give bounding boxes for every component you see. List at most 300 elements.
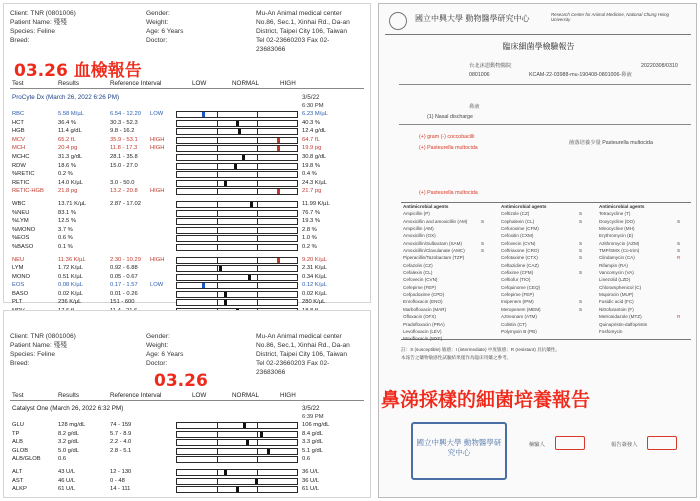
result-marker [277, 146, 280, 151]
antibiotic-name: Ceftiofur (TIO) [501, 277, 531, 283]
result-value: 236 K/µL [58, 299, 82, 306]
flag: LOW [150, 282, 164, 289]
test-name: %BASO [12, 243, 34, 250]
range-bar [176, 188, 298, 195]
antibiotic-row [597, 232, 691, 239]
antibiotic-row [597, 240, 691, 247]
institution-header [385, 9, 691, 35]
antibiotic-name: Cefalexin (CL) [403, 270, 433, 276]
antibiotic-table-title: (+) Pasteurella multocida [419, 190, 478, 196]
flag: HIGH [150, 136, 165, 143]
susceptibility-result: S [579, 248, 583, 254]
result-value: 0.08 K/µL [58, 282, 83, 289]
flag: HIGH [150, 145, 165, 152]
test-name: RETIC [12, 179, 30, 186]
antibiotic-row [597, 328, 691, 335]
table-row [10, 447, 364, 456]
table-header: Antimicrobial agents [403, 204, 449, 209]
result-value: 20.4 pg [58, 145, 78, 152]
result-marker [224, 292, 227, 297]
reference-interval: 30.3 - 52.3 [110, 119, 138, 126]
table-row [10, 485, 364, 494]
issuer-label: 報告簽發人 [611, 442, 638, 448]
antibiotic-row [401, 262, 497, 269]
antibiotic-row [499, 313, 595, 320]
range-bar [176, 163, 298, 170]
range-bar [176, 439, 298, 446]
catalyst-section-time: 6:39 PM [302, 414, 324, 420]
antibiotic-name: Cefepime (FEP) [501, 292, 534, 298]
susceptibility-result: S [579, 218, 583, 224]
reference-interval: 0.05 - 0.67 [110, 273, 138, 280]
table-row [10, 200, 364, 209]
range-bar [176, 448, 298, 455]
antibiotic-name: Vancomycin (VA) [599, 270, 634, 276]
table-row [10, 226, 364, 235]
reference-interval: 35.9 - 53.1 [110, 136, 138, 143]
antibiotic-name: Cefpodoxime (CPD) [403, 292, 445, 298]
antibiotic-row [499, 218, 595, 225]
result-value: 31.3 g/dL [58, 153, 83, 160]
range-bar [176, 128, 298, 135]
previous-result: 36 U/L [302, 477, 320, 484]
susceptibility-result: R [677, 255, 681, 261]
test-name: MONO [12, 273, 31, 280]
result-marker [224, 300, 227, 305]
antibiotic-name: Pradofloxacin (PRA) [403, 321, 445, 327]
result-value: 11.4 g/dL [58, 128, 82, 135]
chem-result-rows [10, 421, 364, 494]
result-marker [250, 202, 253, 207]
table-row [10, 136, 364, 145]
antibiotic-row [401, 335, 497, 342]
result-value: 43 U/L [58, 468, 76, 475]
result-marker [248, 275, 251, 280]
antibiotic-name: Cefovecin (CVN) [501, 240, 536, 246]
culture-result-gram: (+) gram (-) coccobacilli [419, 134, 475, 140]
reference-interval: 2.8 - 5.1 [110, 447, 132, 454]
reference-interval: 0.17 - 1.57 [110, 282, 138, 289]
gender-line: Gender: [146, 10, 170, 17]
previous-result: 64.7 fL [302, 136, 320, 143]
antibiotic-name: Cefuroxime (CFM) [501, 226, 539, 232]
result-marker [246, 440, 249, 445]
antibiotic-name: Ofloxacin (OFX) [403, 314, 436, 320]
issuer-seal [647, 436, 677, 450]
result-value: 0.51 K/µL [58, 273, 83, 280]
test-name: %RETIC [12, 171, 35, 178]
antibiotic-name: Colistin (CT) [501, 321, 527, 327]
susceptibility-result: S [481, 218, 485, 224]
range-bar [176, 154, 298, 161]
test-name: %NEU [12, 209, 30, 216]
result-marker [236, 121, 239, 126]
previous-result: 21.7 pg [302, 188, 322, 195]
footnote-1: 註：S (susceptible) 敏感；I (intermediate) 中度敏感；R (resistant) 具抗藥性。 [401, 347, 561, 352]
antibiotic-name: Ceftazidime (CAZ) [501, 262, 539, 268]
antibiotic-row [401, 210, 497, 217]
test-name: MCHC [12, 153, 30, 160]
reference-interval: 5.7 - 8.9 [110, 430, 132, 437]
antibiotic-row [597, 210, 691, 217]
divider [399, 84, 691, 85]
previous-result: 9.20 K/µL [302, 256, 327, 263]
result-value: 5.58 M/µL [58, 111, 84, 117]
clinic-name: 台北沐恩動物醫院 [469, 63, 512, 69]
blood-test-overlay-title: 03.26 血檢報告 [14, 61, 142, 81]
institution-logo [389, 12, 407, 30]
reference-interval: 3.0 - 50.0 [110, 179, 135, 186]
previous-result: 0.34 K/µL [302, 273, 327, 280]
table-row [10, 144, 364, 153]
doctor-line: Doctor: [146, 360, 168, 367]
clinic-fax: 23683066 [256, 369, 286, 376]
range-bar [176, 431, 298, 438]
table-row [10, 455, 364, 464]
antibiotic-name: Aztreonam (ATM) [501, 314, 537, 320]
result-marker [267, 449, 270, 454]
table-row [10, 477, 364, 486]
test-name: %EOS [12, 235, 30, 242]
test-name: GLU [12, 422, 24, 428]
test-name: RETIC-HGB [12, 188, 44, 195]
cbc-result-rows [10, 110, 364, 324]
previous-result: 0.2 % [302, 243, 317, 250]
antibiotic-name: Ceftriaxone (CRO) [501, 248, 540, 254]
result-value: 8.2 g/dL [58, 430, 79, 437]
antibiotic-name: Clindamycin (CA) [599, 255, 635, 261]
result-marker [277, 138, 280, 143]
range-bar [176, 257, 298, 264]
reference-interval: 6.54 - 12.20 [110, 111, 141, 117]
antibiotic-row [597, 262, 691, 269]
examiner-seal [555, 436, 585, 450]
previous-result: 11.99 K/µL [302, 200, 330, 207]
table-row [10, 187, 364, 196]
antibiotic-row [499, 276, 595, 283]
antibiotic-name: Cefoxitin (CXM) [501, 233, 534, 239]
reference-interval: 13.2 - 20.8 [110, 188, 138, 195]
clinic-address-2: District, Taipei City 106, Taiwan [256, 351, 348, 358]
table-row [10, 119, 364, 128]
result-marker [260, 432, 263, 437]
range-bar [176, 244, 298, 251]
result-marker [236, 487, 239, 492]
antibiotic-row [499, 247, 595, 254]
antibiotic-name: Metronidazole (MTZ) [599, 314, 642, 320]
table-row [10, 438, 364, 447]
reference-interval: 28.1 - 35.8 [110, 153, 138, 160]
test-name: BASO [12, 290, 29, 297]
clinic-address-1: No.86, Sec.1, Xinhai Rd., Da-an [256, 19, 350, 26]
weight-line: Weight: [146, 19, 169, 26]
reference-interval: 0.92 - 6.88 [110, 265, 138, 272]
antibiotic-row [499, 240, 595, 247]
reference-interval: 2.30 - 10.29 [110, 256, 141, 263]
antibiotic-row [499, 225, 595, 232]
test-name: HCT [12, 119, 24, 126]
antibiotic-name: Ceftizole (CZ) [501, 211, 530, 217]
specimen-label: (1) Nasal discharge [427, 114, 473, 120]
flag: HIGH [150, 188, 165, 195]
result-marker [224, 470, 227, 475]
test-name: RBC [12, 111, 25, 117]
range-bar [176, 486, 298, 493]
antibiotic-name: Mupirocin (MUP) [599, 292, 634, 298]
antibiotic-name: Fosfomycin [599, 328, 623, 334]
result-value: 0.02 K/µL [58, 290, 83, 297]
antibiotic-name: Quinupristin-dalfopristin [599, 321, 648, 327]
antibiotic-row [401, 291, 497, 298]
reference-interval: 9.8 - 16.2 [110, 128, 135, 135]
antibiotic-name: Imipenem (IPM) [501, 299, 534, 305]
test-name: TP [12, 430, 20, 437]
range-bar [176, 478, 298, 485]
divider [399, 124, 691, 125]
test-name: NEU [12, 256, 25, 263]
test-name: GLOB [12, 447, 29, 454]
antibiotic-column-3 [597, 203, 691, 335]
susceptibility-result: S [579, 299, 583, 305]
test-name: LYM [12, 265, 24, 272]
test-name: MCH [12, 145, 26, 152]
previous-result: 19.3 % [302, 218, 321, 225]
clinic-name: Mu-An Animal medical center [256, 333, 342, 340]
reference-interval: 15.0 - 27.0 [110, 162, 138, 169]
previous-result: 8.4 g/dL [302, 430, 323, 437]
antibiotic-name: Erythromycin (E) [599, 233, 634, 239]
antibiotic-name: Rifampin (RA) [599, 262, 628, 268]
antibiotic-name: Cefazolin (CZ) [403, 262, 433, 268]
date-received: 20220308/0310 [641, 63, 678, 69]
antibiotic-row [597, 298, 691, 305]
antibiotic-row [401, 298, 497, 305]
breed-line: Breed: [10, 37, 30, 44]
antibiotic-row [597, 254, 691, 261]
range-bar [176, 137, 298, 144]
result-value: 128 mg/dL [58, 422, 86, 428]
range-bar [176, 171, 298, 178]
antibiotic-name: Azithromycin (AZM) [599, 240, 640, 246]
patient-line: Patient Name: 殘殘 [10, 19, 67, 26]
result-value: 61 U/L [58, 486, 76, 493]
antibiotic-row [499, 254, 595, 261]
antibiotic-row [499, 291, 595, 298]
table-row [10, 281, 364, 290]
range-bar [176, 422, 298, 429]
species-line: Species: Feline [10, 351, 56, 358]
susceptibility-result: S [481, 248, 485, 254]
susceptibility-result: S [579, 240, 583, 246]
antibiotic-name: Enrofloxacin (ENO) [403, 299, 443, 305]
range-bar [176, 120, 298, 127]
culture-report-panel [378, 3, 697, 498]
antibiotic-row [597, 225, 691, 232]
previous-result: 1.0 % [302, 235, 317, 242]
antibiotic-name: Cefovecin (CVN) [403, 277, 438, 283]
antibiotic-name: Fusidic acid (FC) [599, 299, 634, 305]
antibiotic-name: TMP/SMX (Co-trim) [599, 248, 640, 254]
antibiotic-column-1 [401, 203, 497, 343]
client-line: Client: TNR (0801006) [10, 333, 76, 340]
clinic-name: Mu-An Animal medical center [256, 10, 342, 17]
procyte-section-title: ProCyte Dx (March 26, 2022 6:26 PM) 3/5/22 [12, 94, 320, 101]
previous-result: 5.1 g/dL [302, 447, 323, 454]
antibiotic-name: Cefotaxime (CTX) [501, 255, 538, 261]
table-row [10, 256, 364, 265]
result-value: 65.2 fL [58, 136, 76, 143]
antibiotic-column-2 [499, 203, 595, 335]
report-title: 臨床細菌學檢驗報告 [502, 42, 575, 51]
antibiotic-name: Amoxicillin/Clavulanate (AMC) [403, 248, 465, 254]
antibiotic-susceptibility-table [401, 202, 691, 340]
table-row [10, 153, 364, 162]
antibiotic-name: Amoxicillin (OX) [403, 233, 436, 239]
previous-result: 40.3 % [302, 119, 321, 126]
reference-interval: 11.8 - 17.3 [110, 145, 138, 152]
result-marker [277, 189, 280, 194]
test-name: ALKP [12, 486, 27, 493]
test-name: HGB [12, 128, 25, 135]
table-row [10, 209, 364, 218]
antibiotic-row [401, 247, 497, 254]
clinic-tel: Tel 02-23660203 Fax 02- [256, 360, 330, 367]
result-value: 11.36 K/µL [58, 256, 86, 263]
range-bar [176, 282, 298, 289]
weight-line: Weight: [146, 342, 169, 349]
table-row [10, 298, 364, 307]
antibiotic-row [499, 262, 595, 269]
antibiotic-name: Doxycycline (DO) [599, 218, 635, 224]
table-row [10, 179, 364, 188]
cbc-report-panel [3, 3, 371, 306]
table-header: Antimicrobial agents [599, 204, 645, 209]
antibiotic-row [401, 328, 497, 335]
result-value: 1.72 K/µL [58, 265, 83, 272]
previous-result: 19.8 % [302, 162, 321, 169]
institution-name-en: Research Center for Animal Medicine, National Chung Hsing University [551, 12, 669, 23]
antibiotic-row [499, 269, 595, 276]
antibiotic-name: Tetracycline (T) [599, 211, 631, 217]
table-row [10, 421, 364, 430]
antibiotic-row [597, 291, 691, 298]
reference-interval: 2.87 - 17.02 [110, 200, 141, 207]
antibiotic-name: Polymyxin B (PB) [501, 328, 537, 334]
antibiotic-name: Levofloxacin (LEV) [403, 328, 442, 334]
previous-result: 0.4 % [302, 171, 317, 178]
previous-result: 2.8 % [302, 226, 317, 233]
result-value: 3.7 % [58, 226, 73, 233]
examiner-label: 檢驗人 [529, 442, 545, 448]
result-value: 13.71 K/µL [58, 200, 87, 207]
previous-result: 106 mg/dL [302, 422, 330, 428]
susceptibility-result: S [677, 240, 681, 246]
antibiotic-row [499, 210, 595, 217]
chem-report-panel [3, 310, 371, 498]
reference-interval: 74 - 159 [110, 422, 132, 428]
culture-note: 菌落培養少量 Pasteurella multocida [569, 140, 653, 146]
antibiotic-row [499, 321, 595, 328]
range-bar [176, 201, 298, 208]
antibiotic-row [597, 284, 691, 291]
previous-result: 2.31 K/µL [302, 265, 327, 272]
table-row [10, 217, 364, 226]
table-row [10, 290, 364, 299]
antibiotic-row [597, 313, 691, 320]
gender-line: Gender: [146, 333, 170, 340]
antibiotic-row [499, 284, 595, 291]
flag: LOW [150, 111, 164, 117]
susceptibility-result: S [579, 255, 583, 261]
antibiotic-name: Meropenem (MEM) [501, 306, 541, 312]
result-value: 83.1 % [58, 209, 77, 216]
range-bar [176, 265, 298, 272]
result-value: 18.6 % [58, 162, 77, 169]
test-name: WBC [12, 200, 26, 207]
susceptibility-result: S [677, 248, 681, 254]
client-line: Client: TNR (0801006) [10, 10, 76, 17]
previous-result: 24.3 K/µL [302, 179, 327, 186]
antibiotic-row [597, 321, 691, 328]
antibiotic-row [401, 306, 497, 313]
antibiotic-row [597, 276, 691, 283]
range-bar [176, 291, 298, 298]
clinic-address-2: District, Taipei City 106, Taiwan [256, 28, 348, 35]
range-bar [176, 210, 298, 217]
result-value: 0.2 % [58, 171, 73, 178]
breed-line: Breed: [10, 360, 30, 367]
antibiotic-name: Cefixime (CFM) [501, 270, 534, 276]
sample-number: KCAM-22-03988-mu-190408-0801006-鼻液 [529, 72, 632, 78]
result-value: 0.1 % [58, 243, 73, 250]
test-name: ALB/GLOB [12, 456, 41, 463]
result-marker [224, 181, 227, 186]
range-bar [176, 299, 298, 306]
result-marker [242, 155, 245, 160]
clinic-fax: 23683066 [256, 46, 286, 53]
antibiotic-name: Moxifloxacin (MXF) [403, 336, 443, 342]
antibiotic-row [597, 306, 691, 313]
result-value: 0.6 % [58, 235, 73, 242]
previous-result: 12.4 g/dL [302, 128, 327, 135]
antibiotic-row [401, 240, 497, 247]
previous-result: 76.7 % [302, 209, 321, 216]
column-header: Test Results Reference Interval LOW NORMAL HIGH [10, 79, 364, 89]
chem-overlay-date: 03.26 [154, 371, 208, 391]
antibiotic-row [401, 254, 497, 261]
test-name: AST [12, 477, 24, 484]
previous-result: 19.9 pg [302, 145, 322, 152]
antibiotic-row [499, 298, 595, 305]
antibiotic-row [597, 269, 691, 276]
flag: HIGH [150, 256, 165, 263]
table-row [10, 162, 364, 171]
result-value: 0.6 [58, 456, 67, 463]
catalyst-section-title: Catalyst One (March 26, 2022 6:32 PM) 3/5/22 [12, 405, 320, 412]
result-marker [202, 112, 205, 117]
antibiotic-row [597, 218, 691, 225]
range-bar [176, 456, 298, 463]
previous-result: 280 K/µL [302, 299, 326, 306]
table-row [10, 127, 364, 136]
susceptibility-result: S [579, 270, 583, 276]
table-row [10, 243, 364, 252]
result-marker [255, 479, 258, 484]
susceptibility-result: S [579, 211, 583, 217]
reference-interval: 14 - 111 [110, 486, 131, 493]
test-name: RDW [12, 162, 26, 169]
result-marker [238, 129, 241, 134]
